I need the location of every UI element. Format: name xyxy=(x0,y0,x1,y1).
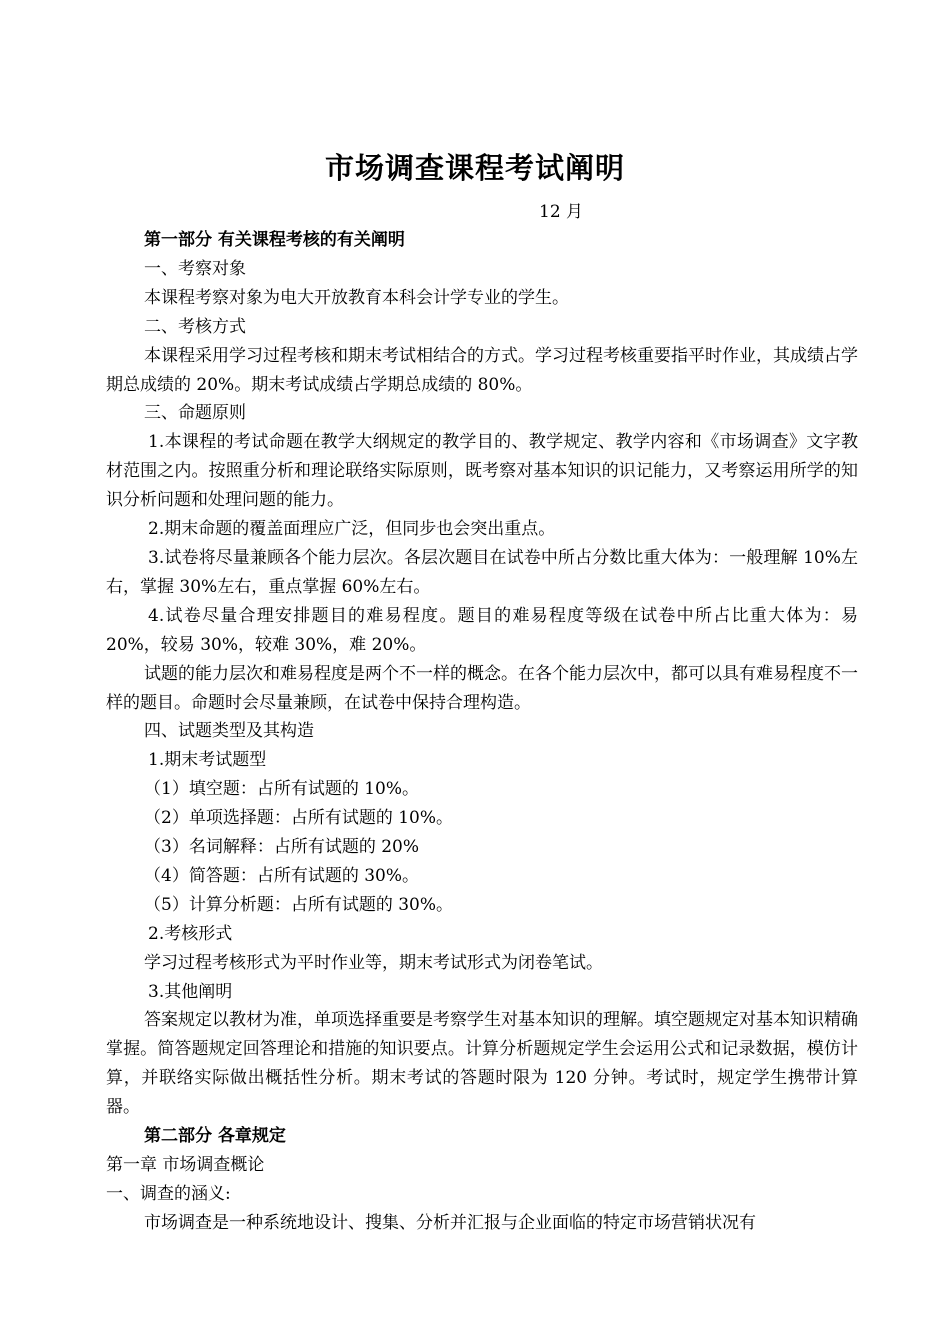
document-title: 市场调查课程考试阐明 xyxy=(324,151,625,185)
list-item: （4）简答题：占所有试题的 30%。 xyxy=(144,865,420,886)
paragraph: 本课程考察对象为电大开放教育本科会计学专业的学生。 xyxy=(144,287,569,308)
subsection-heading: 2.考核形式 xyxy=(148,923,233,944)
paragraph: 3.试卷将尽量兼顾各个能力层次。各层次题目在试卷中所占分数比重大体为：一般理解 10%左右，掌握 30%左右，重点掌握 60%左右。 xyxy=(106,547,858,597)
section-heading: 三、命题原则 xyxy=(144,403,246,424)
paragraph: 1.本课程的考试命题在教学大纲规定的教学目的、教学规定、教学内容和《市场调查》文字教材范围之内。按照重分析和理论联络实际原则，既考察对基本知识的识记能力，又考察运用所学的知识分析问题和处理问题的能力。 xyxy=(106,432,858,511)
subsection-heading: 3.其他阐明 xyxy=(148,981,233,1002)
document-date: 12 月 xyxy=(539,202,584,222)
section-heading: 四、试题类型及其构造 xyxy=(144,721,314,742)
paragraph: 4.试卷尽量合理安排题目的难易程度。题目的难易程度等级在试卷中所占比重大体为：易 20%，较易 30%，较难 30%，难 20%。 xyxy=(106,605,858,655)
paragraph: 学习过程考核形式为平时作业等，期末考试形式为闭卷笔试。 xyxy=(144,952,603,973)
list-item: （1）填空题：占所有试题的 10%。 xyxy=(144,779,420,800)
chapter-heading: 第一章 市场调查概论 xyxy=(106,1155,265,1175)
part-one-heading: 第一部分 有关课程考核的有关阐明 xyxy=(144,230,405,250)
subsection-heading: 1.期末考试题型 xyxy=(148,750,267,771)
section-heading: 二、考核方式 xyxy=(144,316,246,337)
paragraph: 答案规定以教材为准，单项选择重要是考察学生对基本知识的理解。填空题规定对基本知识精确掌握。简答题规定回答理论和措施的知识要点。计算分析题规定学生会运用公式和记录数据，模仿计算，并联络实际做出概括性分析。期末考试的答题时限为 120 分钟。考试时，规定学生携带计算器。 xyxy=(106,1010,858,1118)
paragraph: 本课程采用学习过程考核和期末考试相结合的方式。学习过程考核重要指平时作业，其成绩占学期总成绩的 20%。期末考试成绩占学期总成绩的 80%。 xyxy=(106,345,858,395)
document-body xyxy=(106,226,858,1238)
paragraph: 试题的能力层次和难易程度是两个不一样的概念。在各个能力层次中，都可以具有难易程度不一样的题目。命题时会尽量兼顾，在试卷中保持合理构造。 xyxy=(106,663,858,713)
list-item: （3）名词解释：占所有试题的 20% xyxy=(144,837,420,858)
part-two-heading: 第二部分 各章规定 xyxy=(144,1126,286,1147)
list-item: （5）计算分析题：占所有试题的 30%。 xyxy=(144,894,454,915)
section-heading: 一、考察对象 xyxy=(144,258,246,279)
section-heading: 一、调查的涵义: xyxy=(106,1183,231,1204)
paragraph: 市场调查是一种系统地设计、搜集、分析并汇报与企业面临的特定市场营销状况有 xyxy=(144,1212,756,1233)
paragraph: 2.期末命题的覆盖面理应广泛，但同步也会突出重点。 xyxy=(148,519,556,540)
list-item: （2）单项选择题：占所有试题的 10%。 xyxy=(144,808,454,829)
